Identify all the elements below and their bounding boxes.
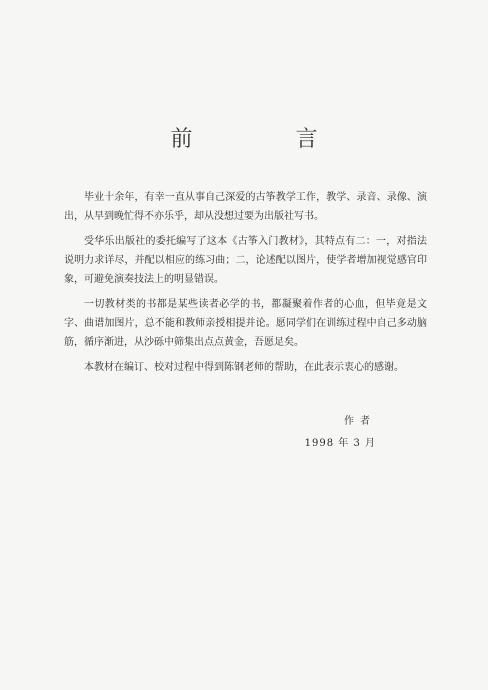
page-title: 前 言 [170, 127, 366, 152]
paragraph: 本教材在编订、校对过程中得到陈钢老师的帮助，在此表示衷心的感谢。 [84, 362, 404, 373]
paragraph: 一切教材类的书都是某些读者必学的书，都凝聚着作者的心血，但毕竟是文字、曲谱加图片，总不能和教师亲授相提并论。愿同学们在训练过程中自己多动脑筋，循序渐进，从沙砾中筛集出点点黄金，吾愿足矣。 [64, 299, 427, 348]
preface-body [64, 188, 427, 383]
paragraph: 毕业十余年，有幸一直从事自己深爱的古筝教学工作，教学、录音、录像、演出，从早到晚忙得不亦乐乎，却从没想过要为出版社写书。 [64, 192, 427, 222]
author-label: 作者 [344, 416, 376, 427]
date-label: 1998 年 3 月 [304, 438, 376, 449]
paragraph: 受华乐出版社的委托编写了这本《古筝入门教材》，其特点有二：一，对指法说明力求详尽，并配以相应的练习曲；二，论述配以图片，使学者增加视觉感官印象，可避免演奏技法上的明显错误。 [64, 236, 427, 285]
signature-block [305, 412, 376, 449]
